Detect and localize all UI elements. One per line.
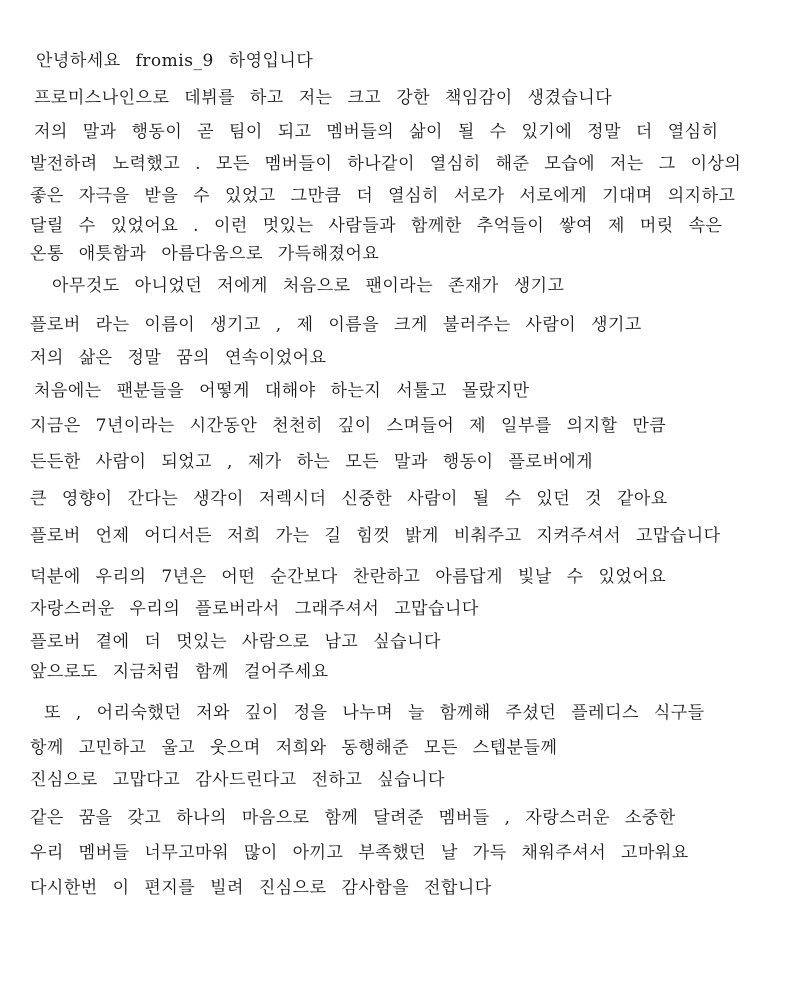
letter-line: 앞으로도 지금처럼 함께 걸어주세요 xyxy=(30,662,329,682)
letter-line: 덕분에 우리의 7년은 어떤 순간보다 찬란하고 아름답게 빛날 수 있었어요 xyxy=(30,567,667,587)
letter-line: 든든한 사람이 되었고 , 제가 하는 모든 말과 행동이 플로버에게 xyxy=(30,452,594,472)
letter-line: 플로버 곁에 더 멋있는 사람으로 남고 싶습니다 xyxy=(30,632,441,652)
letter-line: 좋은 자극을 받을 수 있었고 그만큼 더 열심히 서로가 서로에게 기대며 의지하고 xyxy=(30,186,736,206)
letter-line: 발전하려 노력했고 . 모든 멤버들이 하나같이 열심히 해준 모습에 저는 그 이상의 xyxy=(30,154,742,174)
letter-line: 플로버 라는 이름이 생기고 , 제 이름을 크게 불러주는 사람이 생기고 xyxy=(30,315,642,335)
letter-line: 프로미스나인으로 데뷔를 하고 저는 크고 강한 책임감이 생겼습니다 xyxy=(34,88,613,108)
letter-line-closing: 다시한번 이 편지를 빌려 진심으로 감사함을 전합니다 xyxy=(30,878,492,898)
letter-line: 처음에는 팬분들을 어떻게 대해야 하는지 서툴고 몰랐지만 xyxy=(34,381,530,401)
letter-line: 또 , 어리숙했던 저와 깊이 정을 나누며 늘 함께해 주셨던 플레디스 식구들 xyxy=(44,703,705,723)
letter-line: 큰 영향이 간다는 생각이 저렉시더 신중한 사람이 될 수 있던 것 같아요 xyxy=(30,489,668,509)
letter-line: 플로버 언제 어디서든 저희 가는 길 힘껏 밝게 비춰주고 지켜주셔서 고맙습니다 xyxy=(30,526,721,546)
letter-line: 항께 고민하고 울고 웃으며 저희와 동행해준 모든 스텝분들께 xyxy=(30,738,558,758)
letter-line: 우리 멤버들 너무고마워 많이 아끼고 부족했던 날 가득 채워주셔서 고마워요 xyxy=(30,843,689,863)
letter-line: 진심으로 고맙다고 감사드린다고 전하고 싶습니다 xyxy=(30,770,445,790)
letter-line: 저의 삶은 정말 꿈의 연속이었어요 xyxy=(30,348,327,368)
letter-line: 온통 애틋함과 아름다움으로 가득해졌어요 xyxy=(30,244,380,264)
letter-line: 달릴 수 있었어요 . 이런 멋있는 사람들과 함께한 추억들이 쌓여 제 머릿 속은 xyxy=(30,216,723,236)
letter-line-greeting: 안녕하세요 fromis_9 하영입니다 xyxy=(36,51,314,71)
letter-line: 저의 말과 행동이 곧 팀이 되고 멤버들의 삶이 될 수 있기에 정말 더 열심히 xyxy=(34,122,719,142)
letter-line: 같은 꿈을 갖고 하나의 마음으로 함께 달려준 멤버들 , 자랑스러운 소중한 xyxy=(30,808,676,828)
letter-line: 자랑스러운 우리의 플로버라서 그래주셔서 고맙습니다 xyxy=(30,599,479,619)
letter-line: 지금은 7년이라는 시간동안 천천히 깊이 스며들어 제 일부를 의지할 만큼 xyxy=(30,416,667,436)
letter-line: 아무것도 아니었던 저에게 처음으로 팬이라는 존재가 생기고 xyxy=(52,276,565,296)
